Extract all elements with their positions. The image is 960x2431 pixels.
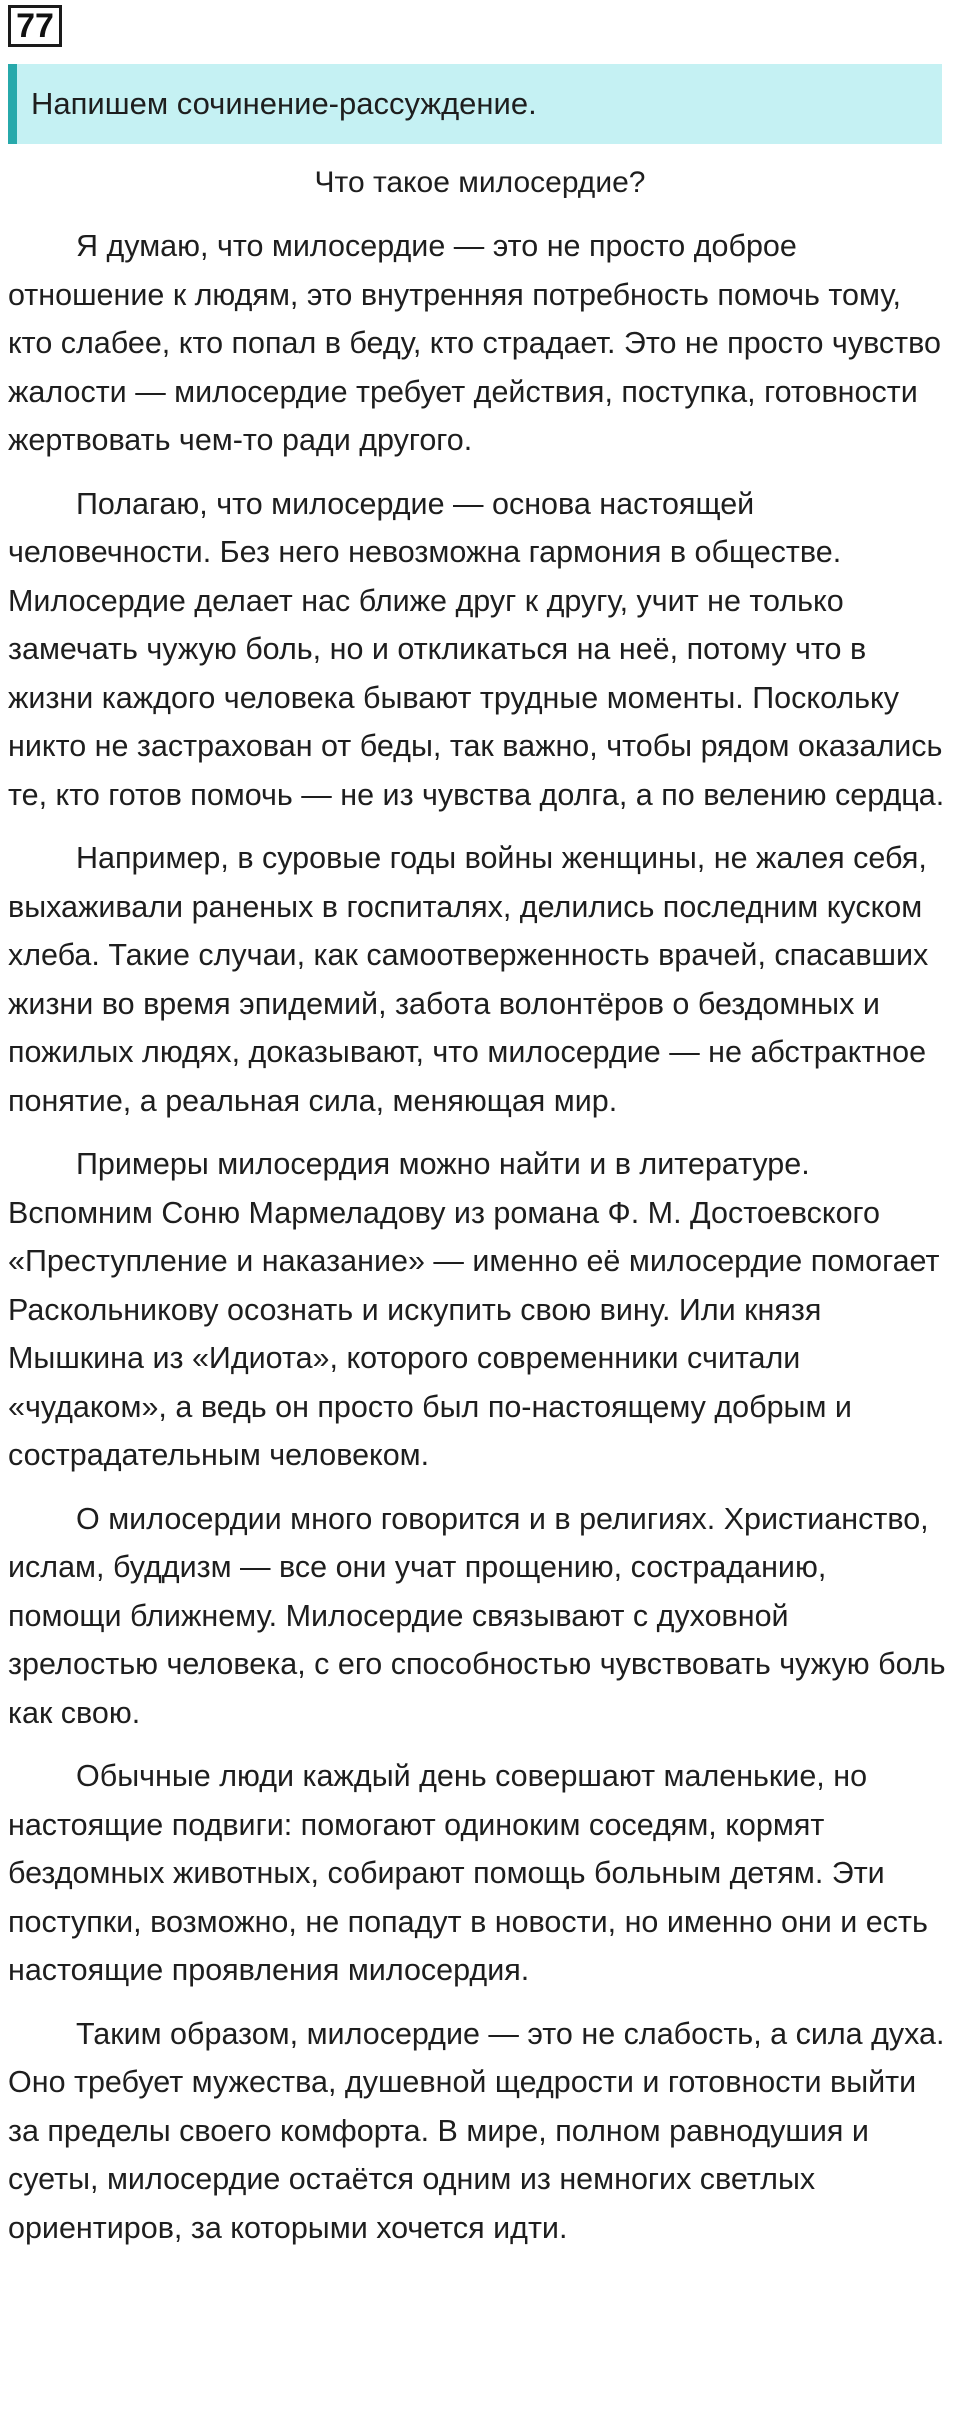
- essay-paragraph: Таким образом, милосердие — это не слабость, а сила духа. Оно требует мужества, душевной щедрости и готовности выйти за пределы своего комфорта. В мире, полном равнодушия и суеты, милосердие остаётся одним из немногих светлых ориентиров, за которыми хочется идти.: [8, 2016, 945, 2245]
- essay-paragraph: Я думаю, что милосердие — это не просто доброе отношение к людям, это внутренняя потребность помочь тому, кто слабее, кто попал в беду, кто страдает. Это не просто чувство жалости — милосердие требует действия, поступка, готовности жертвовать чем-то ради другого.: [8, 229, 941, 457]
- essay-paragraph: О милосердии много говорится и в религиях. Христианство, ислам, буддизм — все они учат прощению, состраданию, помощи ближнему. Милосердие связывают с духовной зрелостью человека, с его способностью чувствовать чужую боль как свою.: [8, 1501, 946, 1730]
- task-number-badge: 77: [8, 5, 62, 47]
- essay-title: Что такое милосердие?: [314, 166, 646, 199]
- task-banner: Напишем сочинение-рассуждение.: [8, 64, 942, 144]
- essay-paragraph: Примеры милосердия можно найти и в литературе. Вспомним Соню Мармеладову из романа Ф. М. Достоевского «Преступление и наказание» — именно её милосердие помогает Раскольникову осознать и искупить свою вину. Или князя Мышкина из «Идиота», которого современники считали «чудаком», а ведь он просто был по-настоящему добрым и сострадательным человеком.: [8, 1147, 940, 1472]
- essay-paragraph: Обычные люди каждый день совершают маленькие, но настоящие подвиги: помогают одиноким соседям, кормят бездомных животных, собирают помощь больным детям. Эти поступки, возможно, не попадут в новости, но именно они и есть настоящие проявления милосердия.: [8, 1759, 928, 1987]
- essay-paragraph: Полагаю, что милосердие — основа настоящей человечности. Без него невозможна гармония в обществе. Милосердие делает нас ближе друг к другу, учит не только замечать чужую боль, но и откликаться на неё, потому что в жизни каждого человека бывают трудные моменты. Поскольку никто не застрахован от беды, так важно, чтобы рядом оказались те, кто готов помочь — не из чувства долга, а по велению сердца.: [8, 486, 945, 812]
- essay-paragraph: Например, в суровые годы войны женщины, не жалея себя, выхаживали раненых в госпиталях, делились последним куском хлеба. Такие случаи, как самоотверженность врачей, спасавших жизни во время эпидемий, забота волонтёров о бездомных и пожилых людях, доказывают, что милосердие — не абстрактное понятие, а реальная сила, меняющая мир.: [8, 841, 929, 1118]
- essay-body: [8, 222, 946, 2267]
